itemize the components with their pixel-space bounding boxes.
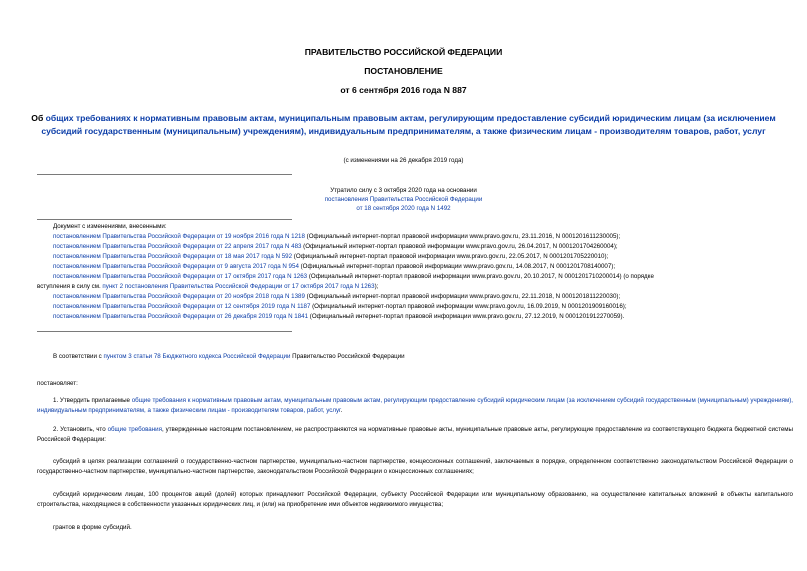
amendment-wrap-end: ); <box>374 283 379 290</box>
preamble <box>53 352 405 362</box>
amendments-intro: Документ с изменениями, внесенными: <box>53 223 167 230</box>
divider <box>37 174 292 175</box>
p2-rest: , утвержденные настоящим постановлением, не распространяются на нормативные правовые акты, муниципальные правовые акты, регулирующие предоставление из соответствующего бюджета бюджетной системы Российской Федерации: <box>37 426 793 443</box>
amendment-source: (Официальный интернет-портал правовой информации www.pravo.gov.ru, 16.09.2019, N 0001201909160016); <box>310 303 627 310</box>
amendment-link[interactable]: постановлением Правительства Российской Федерации от 22 апреля 2017 года N 483 <box>53 243 302 250</box>
amendment-source: (Официальный интернет-портал правовой информации www.pravo.gov.ru, 14.08.2017, N 0001201708140007); <box>298 263 616 270</box>
amendment-source: (Официальный интернет-портал правовой информации www.pravo.gov.ru, 27.12.2019, N 0001201912270059). <box>308 313 625 320</box>
lost-force-link[interactable]: постановления Правительства Российской Федерации <box>324 196 483 203</box>
amendment-source: (Официальный интернет-портал правовой информации www.pravo.gov.ru, 22.05.2017, N 0001201705220010); <box>292 253 609 260</box>
preamble-text: В соответствии с <box>53 353 104 360</box>
budget-code-link[interactable]: пунктом 3 статьи 78 Бюджетного кодекса Российской Федерации <box>103 353 291 360</box>
amendment-source: (Официальный интернет-портал правовой информации www.pravo.gov.ru, 22.11.2018, N 0001201811220030); <box>304 293 621 300</box>
paragraph-5: грантов в форме субсидий. <box>53 524 132 531</box>
divider <box>37 219 292 220</box>
amendment-item <box>53 233 793 242</box>
title-prefix: Об <box>31 113 46 123</box>
p1-end: . <box>340 407 343 414</box>
doc-date-number: от 6 сентября 2016 года N 887 <box>340 85 467 95</box>
amendment-wrap-text: вступления в силу см. <box>37 283 103 290</box>
amendment-link[interactable]: постановлением Правительства Российской Федерации от 18 мая 2017 года N 592 <box>53 253 293 260</box>
amendment-source: (Официальный интернет-портал правовой информации www.pravo.gov.ru, 26.04.2017, N 0001201704260004); <box>301 243 618 250</box>
p1-text: 1. Утвердить прилагаемые <box>53 397 132 404</box>
document-title <box>30 112 777 138</box>
amendment-source: (Официальный интернет-портал правовой информации www.pravo.gov.ru, 20.10.2017, N 0001201710200014) (о порядке <box>307 273 654 280</box>
amendment-link[interactable]: постановлением Правительства Российской Федерации от 20 ноября 2018 года N 1389 <box>53 293 305 300</box>
amendment-link[interactable]: постановлением Правительства Российской Федерации от 12 сентября 2019 года N 1187 <box>53 303 311 310</box>
paragraph-1 <box>37 396 793 416</box>
amendment-item <box>53 243 793 252</box>
amendment-item <box>53 293 793 302</box>
title-link[interactable]: общих требованиях к нормативным правовым актам, муниципальным правовым актам, регулирующим предоставление субсидий юридическим лицам (за исключением субсидий государственным (муниципальным) учреждениям), индивидуальным предпринимателям, а также физическим лицам - производителям товаров, работ, услуг <box>41 113 776 136</box>
amendment-item <box>53 313 793 322</box>
divider <box>37 331 292 332</box>
decree-word: постановляет: <box>37 380 78 387</box>
preamble-suffix: Правительство Российской Федерации <box>290 353 405 360</box>
amendment-item-wrap <box>37 283 793 292</box>
amendment-item <box>53 303 793 312</box>
amendment-link[interactable]: постановлением Правительства Российской Федерации от 9 августа 2017 года N 954 <box>53 263 299 270</box>
amendment-link[interactable]: постановлением Правительства Российской Федерации от 26 декабря 2019 года N 1841 <box>53 313 309 320</box>
paragraph-3: субсидий в целях реализации соглашений о государственно-частном партнерстве, муниципально-частном партнерстве, концессионных соглашений, заключаемых в порядке, определенном соответственно законодательством Российской Федерации о государственно-частном партнерстве, муниципально-частном партнерстве, законодательством Российской Федерации о концессионных соглашениях; <box>37 458 793 475</box>
lost-force-link-date[interactable]: от 18 сентября 2020 года N 1492 <box>356 205 451 212</box>
amendment-link[interactable]: постановлением Правительства Российской Федерации от 17 октября 2017 года N 1263 <box>53 273 308 280</box>
amendment-link[interactable]: постановлением Правительства Российской Федерации от 19 ноября 2016 года N 1218 <box>53 233 305 240</box>
amendment-item <box>53 253 793 262</box>
amendment-source: (Официальный интернет-портал правовой информации www.pravo.gov.ru, 23.11.2016, N 0001201611230005); <box>304 233 621 240</box>
general-requirements-link-2[interactable]: общие требования <box>107 426 162 433</box>
amendment-wrap-link[interactable]: пункт 2 постановления Правительства Российской Федерации от 17 октября 2017 года N 1263 <box>102 283 375 290</box>
amendment-item <box>53 273 793 282</box>
lost-force-text: Утратило силу с 3 октября 2020 года на основании <box>330 187 477 194</box>
amendment-item <box>53 263 793 272</box>
paragraph-4: субсидий юридическим лицам, 100 процентов акций (долей) которых принадлежит Российской Федерации, субъекту Российской Федерации или муниципальному образованию, на осуществление капитальных вложений в объекты капитального строительства, находящиеся в собственности указанных юридических лиц, и (или) на приобретение ими объектов недвижимого имущества; <box>37 491 793 508</box>
paragraph-2 <box>37 425 793 445</box>
org-name: ПРАВИТЕЛЬСТВО РОССИЙСКОЙ ФЕДЕРАЦИИ <box>304 47 503 57</box>
doc-type: ПОСТАНОВЛЕНИЕ <box>364 66 443 76</box>
p2-text: 2. Установить, что <box>53 426 108 433</box>
revision-note: (с изменениями на 26 декабря 2019 года) <box>343 157 464 164</box>
general-requirements-link[interactable]: общие требования к нормативным правовым актам, муниципальным правовым актам, регулирующим предоставление субсидий юридическим лицам (за исключением субсидий государственным (муниципальным) учреждениям), индивидуальным предпринимателям, а также физическим лицам - производителям товаров, работ, услуг <box>37 397 793 414</box>
